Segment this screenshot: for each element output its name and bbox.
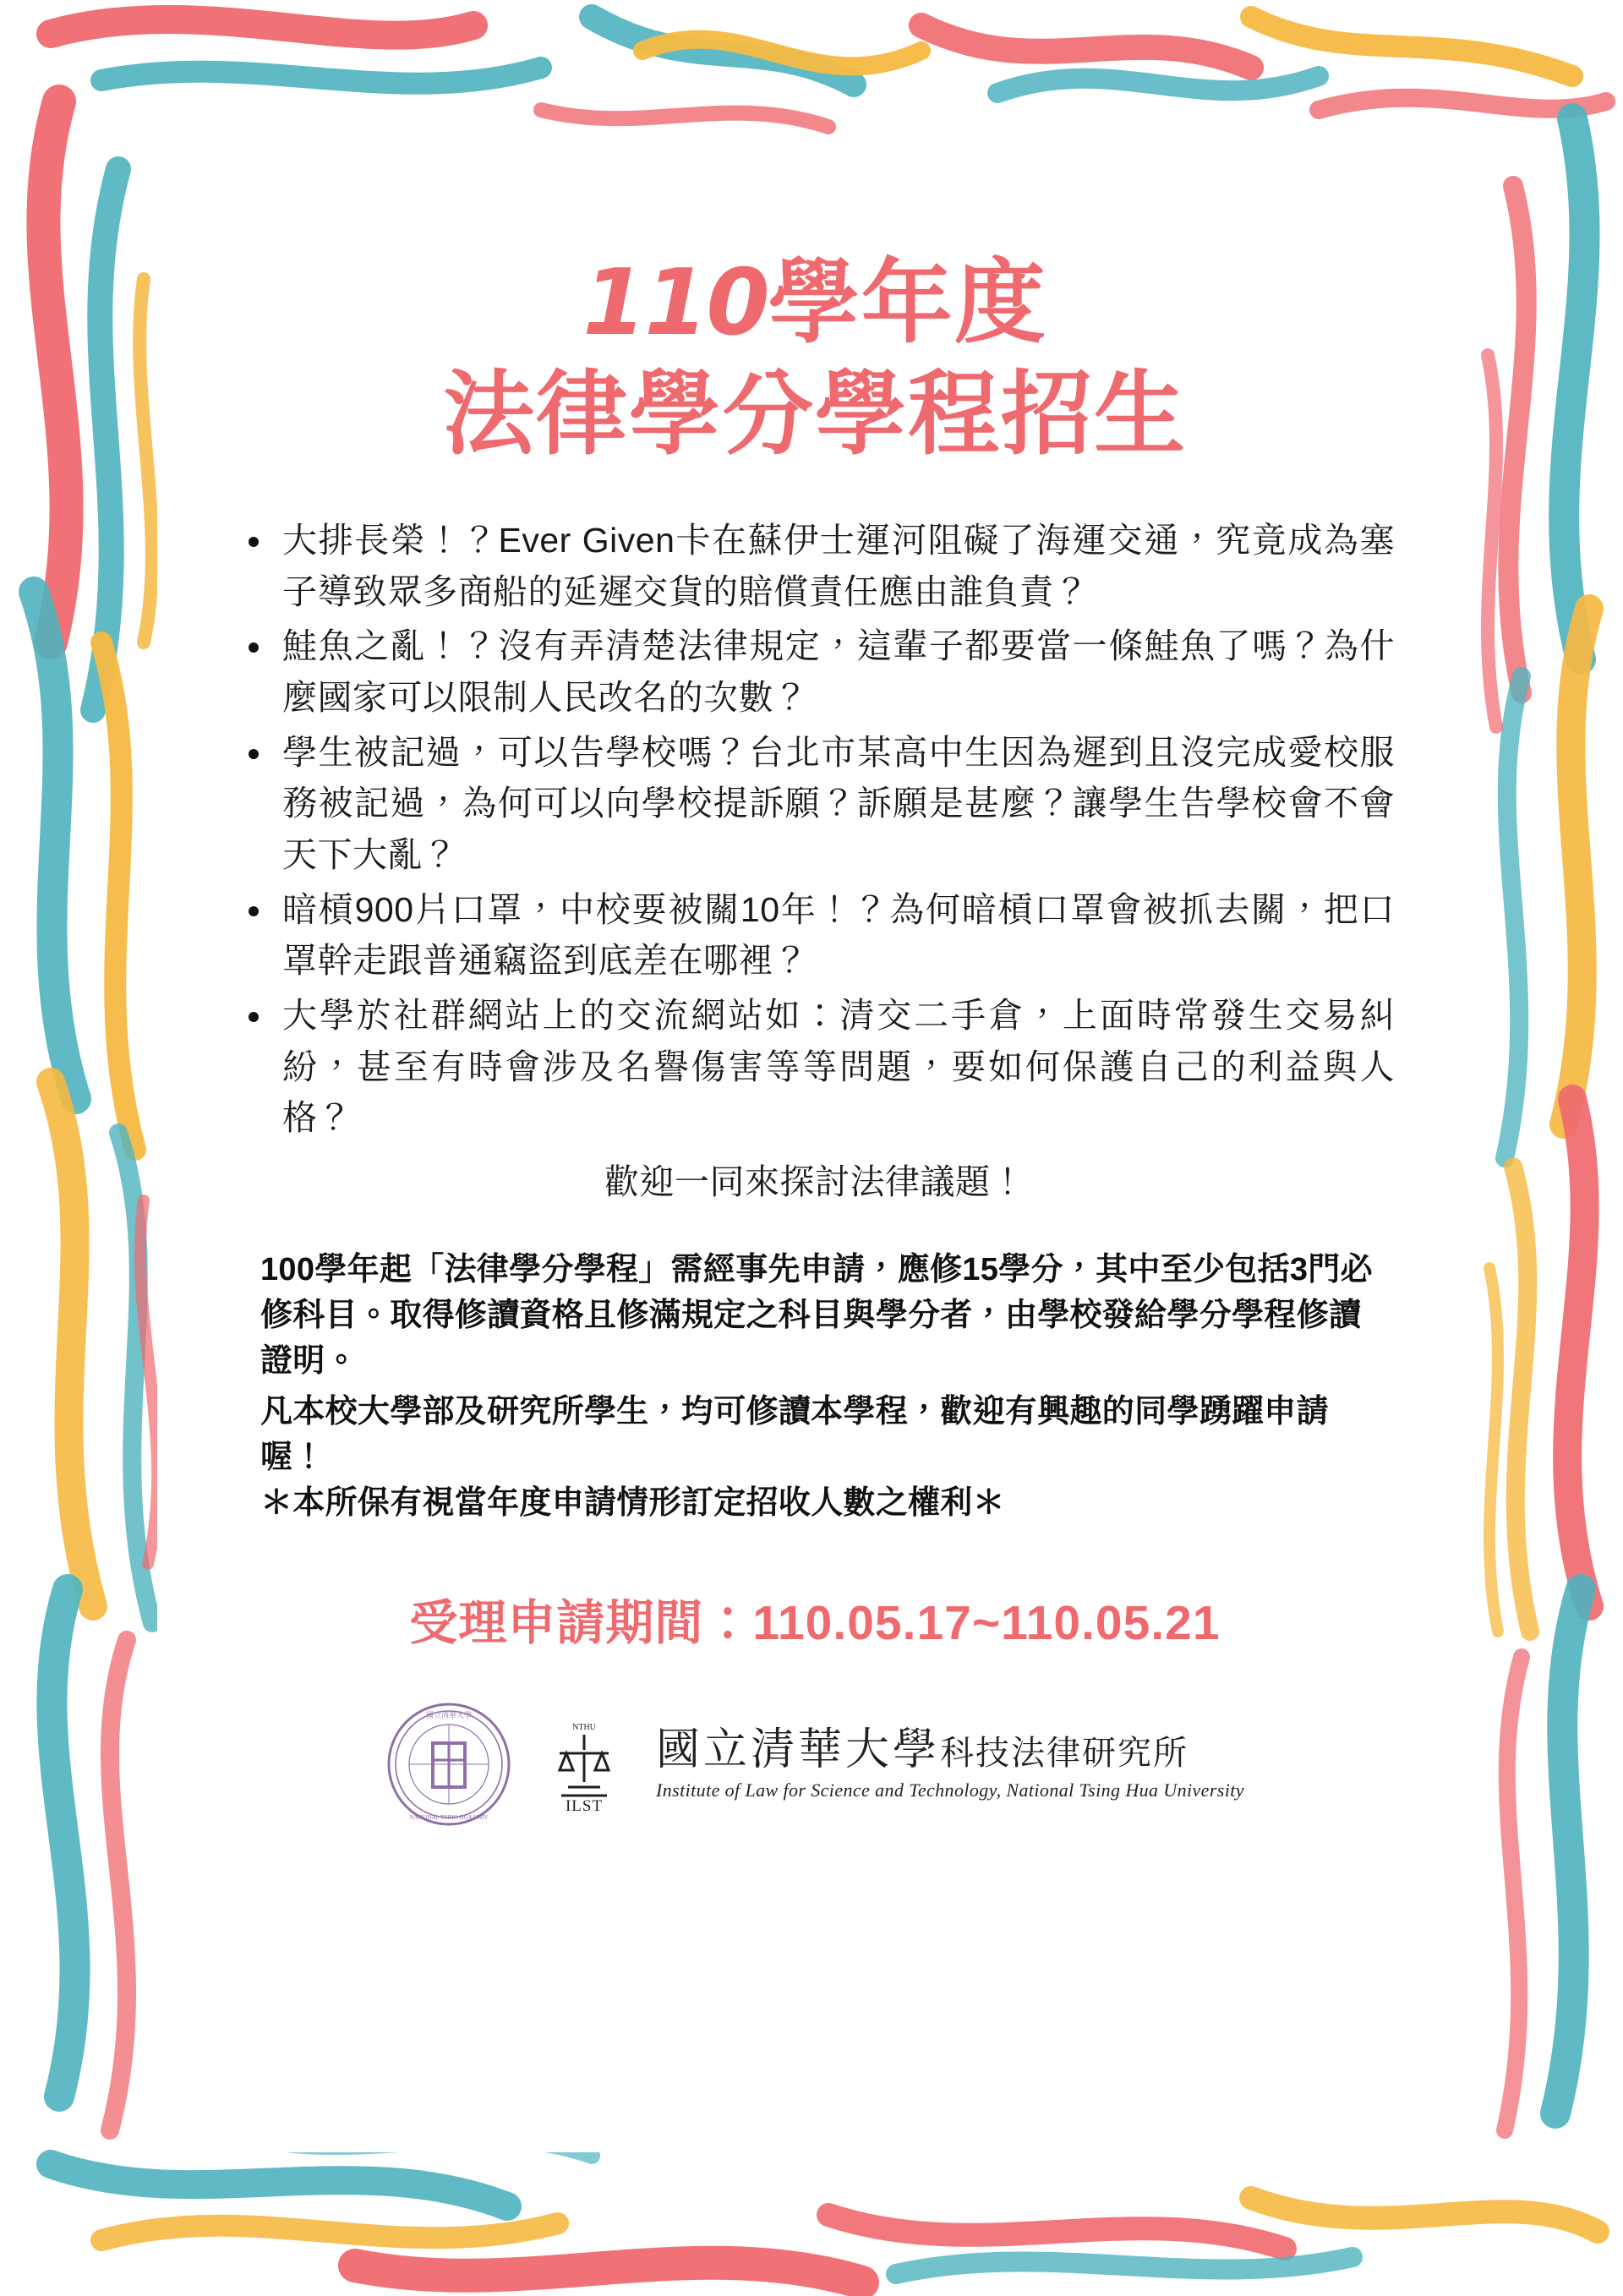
question-list <box>216 515 1413 1144</box>
welcome-line: 歡迎一同來探討法律議題！ <box>604 1162 1025 1201</box>
svg-text:NTHU: NTHU <box>572 1722 596 1732</box>
list-item: 暗槓900片口罩，中校要被關10年！？為何暗槓口罩會被抓去關，把口罩幹走跟普通竊盜到底差在哪裡？ <box>282 884 1395 987</box>
institute-name-cn: 科技法律研究所 <box>940 1733 1189 1772</box>
note-paragraph: 凡本校大學部及研究所學生，均可修讀本學程，歡迎有興趣的同學踴躍申請喔！ <box>260 1393 1329 1475</box>
title-line-1 <box>216 252 1413 355</box>
list-item: 大學於社群網站上的交流網站如：清交二手倉，上面時常發生交易糾紛，甚至有時會涉及名譽傷害等等問題，要如何保護自己的利益與人格？ <box>282 990 1395 1144</box>
svg-text:ILST: ILST <box>565 1796 604 1814</box>
nthu-seal-icon <box>385 1701 512 1828</box>
application-period-value: 110.05.17~110.05.21 <box>752 1595 1221 1650</box>
list-item: 學生被記過，可以告學校嗎？台北市某高中生因為遲到且沒完成愛校服務被記過，為何可以向學校提訴願？訴願是甚麼？讓學生告學校會不會天下大亂？ <box>282 727 1395 881</box>
university-wordmark <box>656 1725 1244 1801</box>
list-item: 鮭魚之亂！？沒有弄清楚法律規定，這輩子都要當一條鮭魚了嗎？為什麼國家可以限制人民改名的次數？ <box>282 620 1395 723</box>
application-period <box>216 1584 1413 1654</box>
svg-text:NATIONAL TSING HUA UNIV: NATIONAL TSING HUA UNIV <box>409 1813 489 1821</box>
poster-content <box>157 161 1473 2152</box>
note-paragraph: 100學年起「法律學分學程」需經事先申請，應修15學分，其中至少包括3門必修科目。取得修讀資格且修滿規定之科目與學分者，由學校發給學分學程修讀證明。 <box>260 1251 1373 1379</box>
university-name-cn <box>656 1725 1244 1774</box>
title-year-number: 110 <box>582 250 768 356</box>
footer-logos <box>216 1701 1413 1828</box>
title-line-2: 法律學分學程招生 <box>442 362 1187 465</box>
svg-text:國立清華大學: 國立清華大學 <box>426 1710 473 1719</box>
program-notes <box>216 1248 1413 1527</box>
ilst-logo-icon <box>534 1714 634 1814</box>
list-item: 大排長榮！？Ever Given卡在蘇伊士運河阻礙了海運交通，究竟成為塞子導致眾多商船的延遲交貨的賠償責任應由誰負責？ <box>282 515 1395 617</box>
university-name-main: 國立清華大學 <box>656 1725 941 1774</box>
note-paragraph: ＊本所保有視當年度申請情形訂定招收人數之權利＊ <box>260 1484 1005 1521</box>
university-name-en: Institute of Law for Science and Technology, National Tsing Hua University <box>656 1779 1244 1801</box>
title-line-1-rest: 學年度 <box>768 251 1047 353</box>
application-period-label: 受理申請期間： <box>409 1595 753 1650</box>
poster-title <box>216 252 1413 466</box>
